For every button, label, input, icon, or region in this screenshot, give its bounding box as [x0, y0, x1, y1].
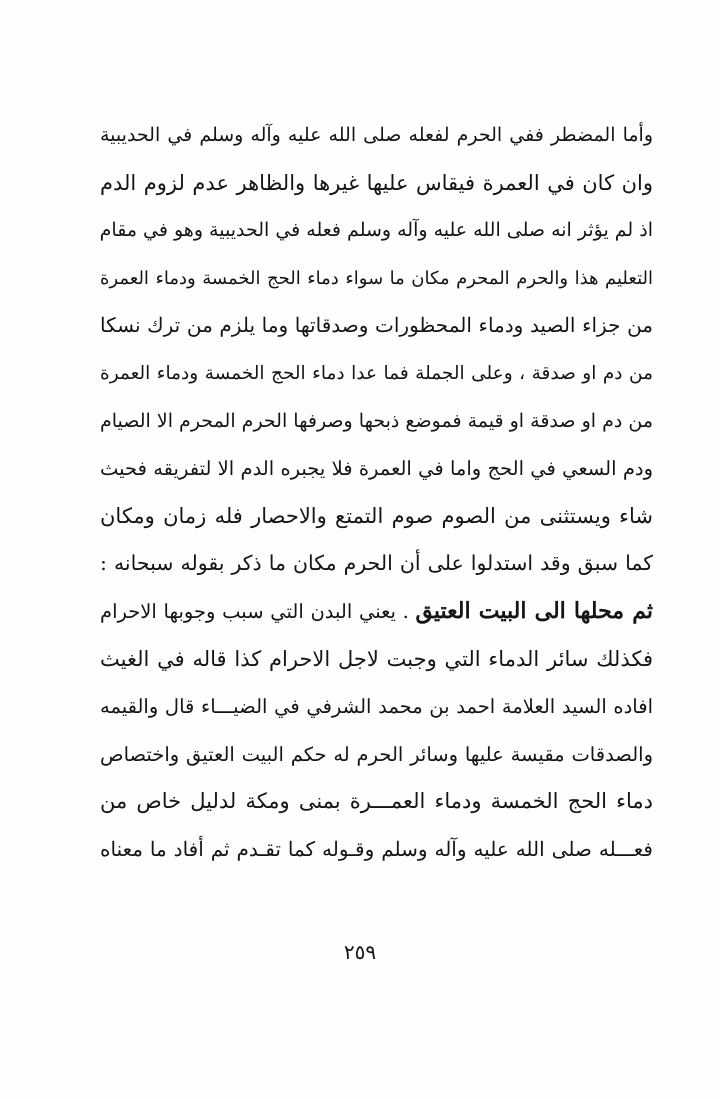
text-line-14: والصدقات مقيسة عليها وسائر الحرم له حكم البيت العتيق واختصاص: [100, 742, 653, 766]
text-line-4: التعليم هذا والحرم المحرم مكان ما سواء دماء الحج الخمسة ودماء العمرة: [100, 267, 653, 289]
text-line-10: كما سبق وقد استدلوا على أن الحرم مكان ما ذكر بقوله سبحانه :: [100, 551, 653, 576]
text-line-15: دماء الحج الخمسة ودماء العمـــرة بمنى ومكة لدليل خاص من: [100, 789, 653, 814]
text-line-3: اذ لم يؤثر انه صلى الله عليه وآله وسلم فعله في الحديبية وهو في مقام: [100, 219, 653, 242]
body-text: [100, 112, 653, 874]
text-line-11: [100, 588, 653, 636]
text-line-5: من جزاء الصيد ودماء المحظورات وصدقاتها وما يلزم من ترك نسكا: [100, 313, 653, 338]
text-line-7: من دم او صدقة او قيمة فموضع ذبحها وصرفها الحرم المحرم الا الصيام: [100, 409, 653, 432]
text-line-12: فكذلك سائر الدماء التي وجبت لاجل الاحرام كذا قاله في الغيث: [100, 646, 653, 671]
text-line-1: وأما المضطر ففي الحرم لفعله صلى الله عليه وآله وسلم في الحديبية: [100, 124, 653, 146]
text-line-9: شاء ويستثنى من الصوم صوم التمتع والاحصار فله زمان ومكان: [100, 503, 653, 528]
text-line-16: فعـــله صلى الله عليه وآله وسلم وقـوله كما تقـدم ثم أفاد ما معناه: [100, 836, 653, 861]
text-line-2: وان كان في العمرة فيقاس عليها غيرها والظاهر عدم لزوم الدم: [100, 170, 653, 195]
page-number: ٢٥٩: [343, 940, 377, 964]
quran-verse: ثم محلها الى البيت العتيق: [415, 597, 653, 624]
text-line-6: من دم او صدقة ، وعلى الجملة فما عدا دماء الحج الخمسة ودماء العمرة: [100, 362, 653, 384]
verse-commentary: . يعني البدن التي سبب وجوبها الاحرام: [100, 599, 416, 623]
text-line-8: ودم السعي في الحج واما في العمرة فلا يجبره الدم الا لتفريقه فحيث: [100, 457, 653, 481]
text-line-13: افاده السيد العلامة احمد بن محمد الشرفي في الضيـــاء قال والقيمه: [100, 695, 653, 719]
